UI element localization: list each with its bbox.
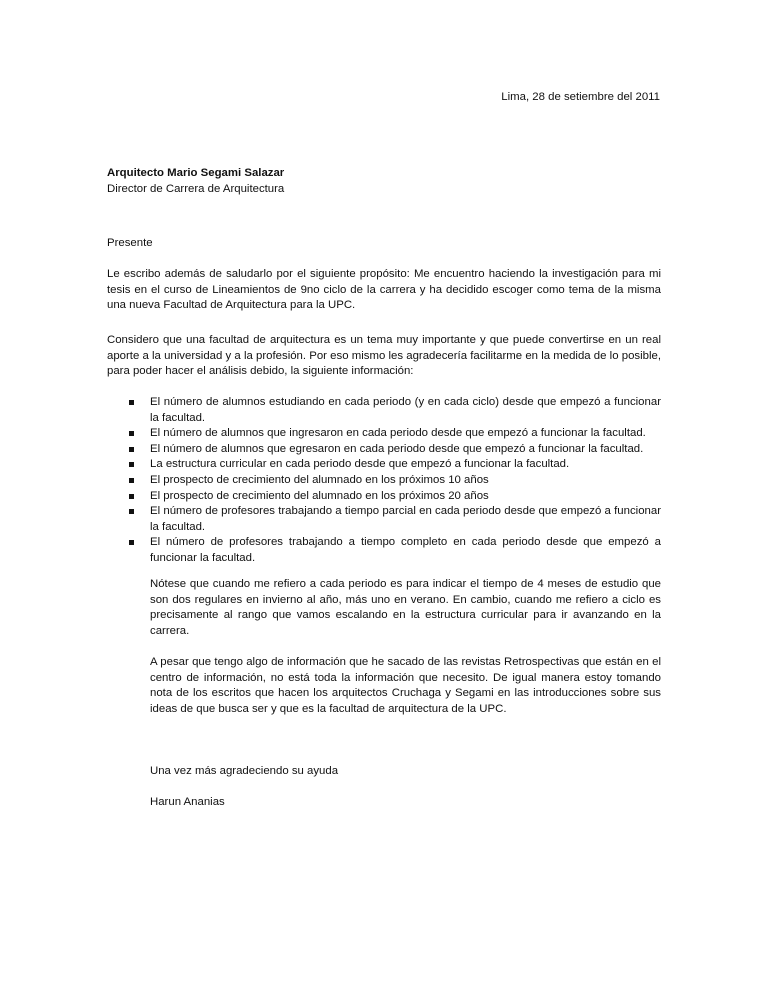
closing-line: Una vez más agradeciendo su ayuda [150, 765, 339, 777]
bullet-square-icon [129, 447, 134, 452]
list-item [107, 457, 661, 473]
bullet-square-icon [129, 431, 134, 436]
paragraph-sources-note: A pesar que tengo algo de información que he sacado de las revistas Retrospectivas que están en el centro de información, no está toda la información que necesito. De igual manera estoy tomando nota de los escritos que hacen los arquitectos Cruchaga y Segami en las introducciones sobre sus ideas de que busca ser y que es la facultad de arquitectura de la UPC. [150, 656, 661, 715]
paragraph-period-note: Nótese que cuando me refiero a cada periodo es para indicar el tiempo de 4 meses de estudio que son dos regulares en invierno al año, más uno en verano. En cambio, cuando me refiero a ciclo es precisamente al rango que vamos escalando en la estructura curricular para ir avanzando en la carrera. [150, 578, 661, 637]
list-item-text: La estructura curricular en cada periodo desde que empezó a funcionar la facultad. [150, 458, 570, 471]
bullet-square-icon [129, 494, 134, 499]
bullet-square-icon [129, 400, 134, 405]
list-item [107, 489, 661, 505]
list-item [107, 504, 661, 535]
bullet-square-icon [129, 540, 134, 545]
greeting: Presente [107, 237, 153, 249]
bullet-square-icon [129, 478, 134, 483]
list-item-text: El número de alumnos estudiando en cada periodo (y en cada ciclo) desde que empezó a funcionar la facultad. [150, 396, 661, 424]
paragraph-request: Considero que una facultad de arquitectura es un tema muy importante y que puede convertirse en un real aporte a la universidad y a la profesión. Por eso mismo les agradecería facilitarme en la medida de lo posible, para poder hacer el análisis debido, la siguiente información: [107, 334, 661, 378]
list-item [107, 395, 661, 426]
recipient-name: Arquitecto Mario Segami Salazar [107, 167, 285, 179]
information-request-list [107, 395, 661, 567]
bullet-square-icon [129, 462, 134, 467]
list-item-text: El número de profesores trabajando a tiempo parcial en cada periodo desde que empezó a funcionar la facultad. [150, 505, 661, 533]
recipient-block [107, 166, 667, 197]
list-item [107, 535, 661, 566]
letter-date: Lima, 28 de setiembre del 2011 [501, 91, 660, 103]
list-item-text: El prospecto de crecimiento del alumnado en los próximos 20 años [150, 489, 489, 502]
recipient-title: Director de Carrera de Arquitectura [107, 182, 285, 195]
list-item-text: El número de alumnos que ingresaron en cada periodo desde que empezó a funcionar la facultad. [150, 427, 646, 440]
signature-name: Harun Ananias [150, 796, 225, 808]
paragraph-purpose: Le escribo además de saludarlo por el siguiente propósito: Me encuentro haciendo la investigación para mi tesis en el curso de Lineamientos de 9no ciclo de la carrera y ha decidido escoger como tema de la misma una nueva Facultad de Arquitectura para la UPC. [107, 268, 661, 312]
list-item-text: El número de alumnos que egresaron en cada periodo desde que empezó a funcionar la facultad. [150, 442, 644, 455]
list-item [107, 426, 661, 442]
list-item-text: El número de profesores trabajando a tiempo completo en cada periodo desde que empezó a funcionar la facultad. [150, 536, 661, 564]
list-item-text: El prospecto de crecimiento del alumnado en los próximos 10 años [150, 473, 489, 486]
bullet-square-icon [129, 509, 134, 514]
list-item [107, 442, 661, 458]
list-item [107, 473, 661, 489]
